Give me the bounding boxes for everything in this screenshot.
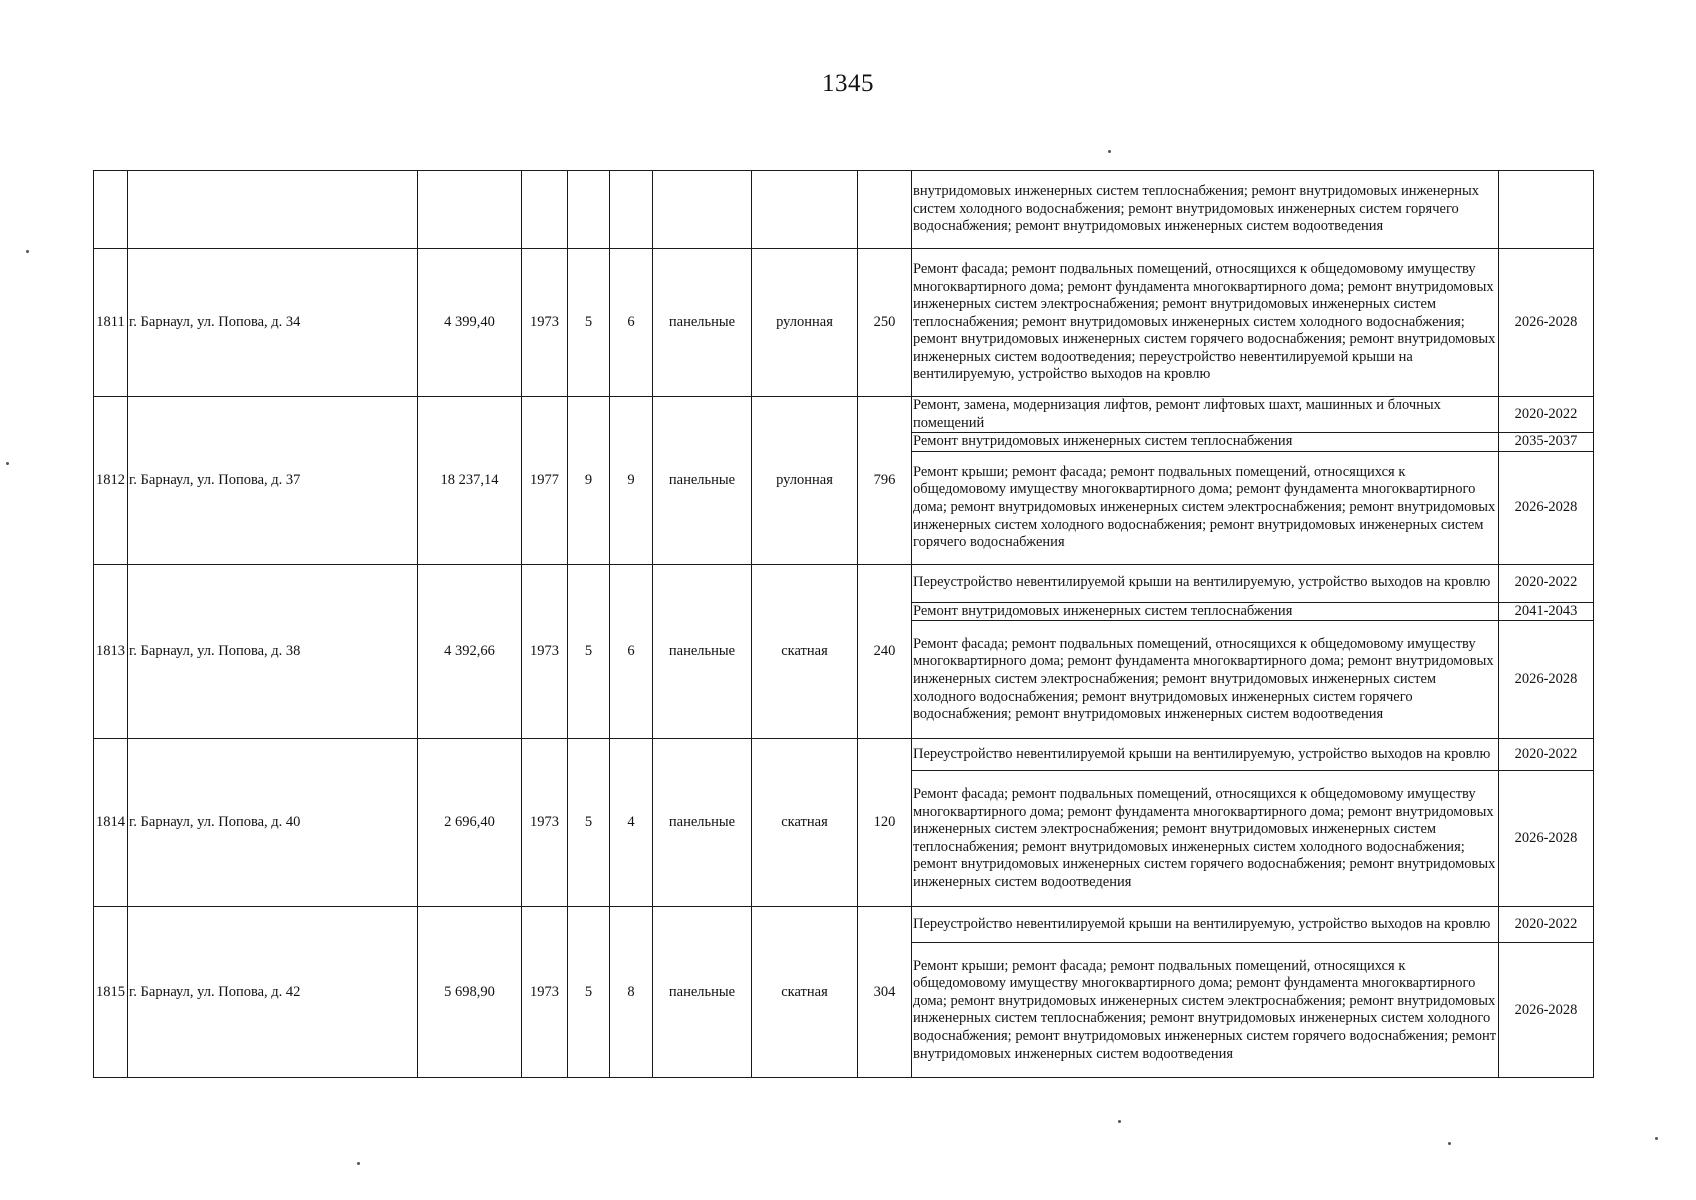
period-cell: 2020-2022 [1499, 397, 1594, 433]
works-cell: Ремонт фасада; ремонт подвальных помещений, относящихся к общедомовому имуществу многоквартирного дома; ремонт фундамента многоквартирного дома; ремонт внутридомовых инженерных систем электроснабжения; ремонт внутридомовых инженерных систем холодного водоснабжения; ремонт внутридомовых инженерных систем горячего водоснабжения; ремонт внутридомовых инженерных систем водоотведения [912, 621, 1499, 739]
residents-cell: 250 [858, 249, 912, 397]
table-row [94, 907, 1594, 943]
works-cell: Ремонт крыши; ремонт фасада; ремонт подвальных помещений, относящихся к общедомовому имуществу многоквартирного дома; ремонт фундамента многоквартирного дома; ремонт внутридомовых инженерных систем электроснабжения; ремонт внутридомовых инженерных систем теплоснабжения; ремонт внутридомовых инженерных систем холодного водоснабжения; ремонт внутридомовых инженерных систем горячего водоснабжения; ремонт внутридомовых инженерных систем водоотведения [912, 943, 1499, 1078]
wall-material-cell: панельные [653, 739, 752, 907]
period-cell: 2035-2037 [1499, 433, 1594, 452]
empty-cell [568, 171, 610, 249]
empty-cell [610, 171, 653, 249]
roof-type-cell: рулонная [752, 397, 858, 565]
period-cell: 2026-2028 [1499, 451, 1594, 564]
area-cell: 4 392,66 [418, 564, 522, 739]
area-cell: 18 237,14 [418, 397, 522, 565]
table-row [94, 564, 1594, 602]
roof-type-cell: рулонная [752, 249, 858, 397]
row-number: 1814 [94, 739, 128, 907]
repair-program-table [93, 170, 1594, 1078]
residents-cell: 120 [858, 739, 912, 907]
floors-cell: 9 [568, 397, 610, 565]
period-cell: 2026-2028 [1499, 771, 1594, 907]
works-cell: Переустройство невентилируемой крыши на вентилируемую, устройство выходов на кровлю [912, 564, 1499, 602]
wall-material-cell: панельные [653, 907, 752, 1078]
wall-material-cell: панельные [653, 564, 752, 739]
residents-cell: 304 [858, 907, 912, 1078]
scan-speck [26, 250, 29, 253]
wall-material-cell: панельные [653, 397, 752, 565]
year-cell: 1973 [522, 249, 568, 397]
works-cell: Ремонт крыши; ремонт фасада; ремонт подвальных помещений, относящихся к общедомовому имуществу многоквартирного дома; ремонт фундамента многоквартирного дома; ремонт внутридомовых инженерных систем электроснабжения; ремонт внутридомовых инженерных систем холодного водоснабжения; ремонт внутридомовых инженерных систем горячего водоснабжения [912, 451, 1499, 564]
year-cell: 1973 [522, 564, 568, 739]
roof-type-cell: скатная [752, 564, 858, 739]
row-number: 1811 [94, 249, 128, 397]
address-cell: г. Барнаул, ул. Попова, д. 38 [128, 564, 418, 739]
works-cell: Ремонт внутридомовых инженерных систем теплоснабжения [912, 602, 1499, 621]
works-cell: внутридомовых инженерных систем теплоснабжения; ремонт внутридомовых инженерных систем холодного водоснабжения; ремонт внутридомовых инженерных систем горячего водоснабжения; ремонт внутридомовых инженерных систем водоотведения [912, 171, 1499, 249]
period-cell [1499, 171, 1594, 249]
works-cell: Переустройство невентилируемой крыши на вентилируемую, устройство выходов на кровлю [912, 739, 1499, 771]
scan-speck [1108, 150, 1111, 153]
entrances-cell: 4 [610, 739, 653, 907]
scan-speck [357, 1162, 360, 1165]
works-cell: Ремонт, замена, модернизация лифтов, ремонт лифтовых шахт, машинных и блочных помещений [912, 397, 1499, 433]
address-cell: г. Барнаул, ул. Попова, д. 37 [128, 397, 418, 565]
period-cell: 2026-2028 [1499, 943, 1594, 1078]
roof-type-cell: скатная [752, 739, 858, 907]
floors-cell: 5 [568, 564, 610, 739]
table-row [94, 249, 1594, 397]
empty-cell [522, 171, 568, 249]
floors-cell: 5 [568, 907, 610, 1078]
scan-speck [6, 462, 9, 465]
floors-cell: 5 [568, 249, 610, 397]
address-cell: г. Барнаул, ул. Попова, д. 42 [128, 907, 418, 1078]
entrances-cell: 6 [610, 249, 653, 397]
row-number: 1815 [94, 907, 128, 1078]
residents-cell: 240 [858, 564, 912, 739]
area-cell: 5 698,90 [418, 907, 522, 1078]
residents-cell: 796 [858, 397, 912, 565]
empty-cell [128, 171, 418, 249]
year-cell: 1973 [522, 739, 568, 907]
page-number: 1345 [822, 70, 874, 97]
table-row [94, 739, 1594, 771]
area-cell: 4 399,40 [418, 249, 522, 397]
entrances-cell: 6 [610, 564, 653, 739]
year-cell: 1973 [522, 907, 568, 1078]
works-cell: Ремонт внутридомовых инженерных систем теплоснабжения [912, 433, 1499, 452]
period-cell: 2041-2043 [1499, 602, 1594, 621]
entrances-cell: 8 [610, 907, 653, 1078]
empty-cell [653, 171, 752, 249]
works-cell: Переустройство невентилируемой крыши на вентилируемую, устройство выходов на кровлю [912, 907, 1499, 943]
empty-cell [752, 171, 858, 249]
scan-speck [1655, 1137, 1658, 1140]
period-cell: 2020-2022 [1499, 907, 1594, 943]
floors-cell: 5 [568, 739, 610, 907]
row-number: 1812 [94, 397, 128, 565]
address-cell: г. Барнаул, ул. Попова, д. 34 [128, 249, 418, 397]
entrances-cell: 9 [610, 397, 653, 565]
works-cell: Ремонт фасада; ремонт подвальных помещений, относящихся к общедомовому имуществу многоквартирного дома; ремонт фундамента многоквартирного дома; ремонт внутридомовых инженерных систем электроснабжения; ремонт внутридомовых инженерных систем теплоснабжения; ремонт внутридомовых инженерных систем холодного водоснабжения; ремонт внутридомовых инженерных систем горячего водоснабжения; ремонт внутридомовых инженерных систем водоотведения; переустройство невентилируемой крыши на вентилируемую, устройство выходов на кровлю [912, 249, 1499, 397]
wall-material-cell: панельные [653, 249, 752, 397]
empty-cell [94, 171, 128, 249]
table-row [94, 397, 1594, 433]
empty-cell [858, 171, 912, 249]
area-cell: 2 696,40 [418, 739, 522, 907]
scan-speck [1448, 1142, 1451, 1145]
roof-type-cell: скатная [752, 907, 858, 1078]
period-cell: 2020-2022 [1499, 564, 1594, 602]
period-cell: 2026-2028 [1499, 621, 1594, 739]
address-cell: г. Барнаул, ул. Попова, д. 40 [128, 739, 418, 907]
empty-cell [418, 171, 522, 249]
continuation-row [94, 171, 1594, 249]
period-cell: 2026-2028 [1499, 249, 1594, 397]
period-cell: 2020-2022 [1499, 739, 1594, 771]
row-number: 1813 [94, 564, 128, 739]
year-cell: 1977 [522, 397, 568, 565]
scan-speck [1118, 1120, 1121, 1123]
works-cell: Ремонт фасада; ремонт подвальных помещений, относящихся к общедомовому имуществу многоквартирного дома; ремонт фундамента многоквартирного дома; ремонт внутридомовых инженерных систем электроснабжения; ремонт внутридомовых инженерных систем теплоснабжения; ремонт внутридомовых инженерных систем холодного водоснабжения; ремонт внутридомовых инженерных систем горячего водоснабжения; ремонт внутридомовых инженерных систем водоотведения [912, 771, 1499, 907]
